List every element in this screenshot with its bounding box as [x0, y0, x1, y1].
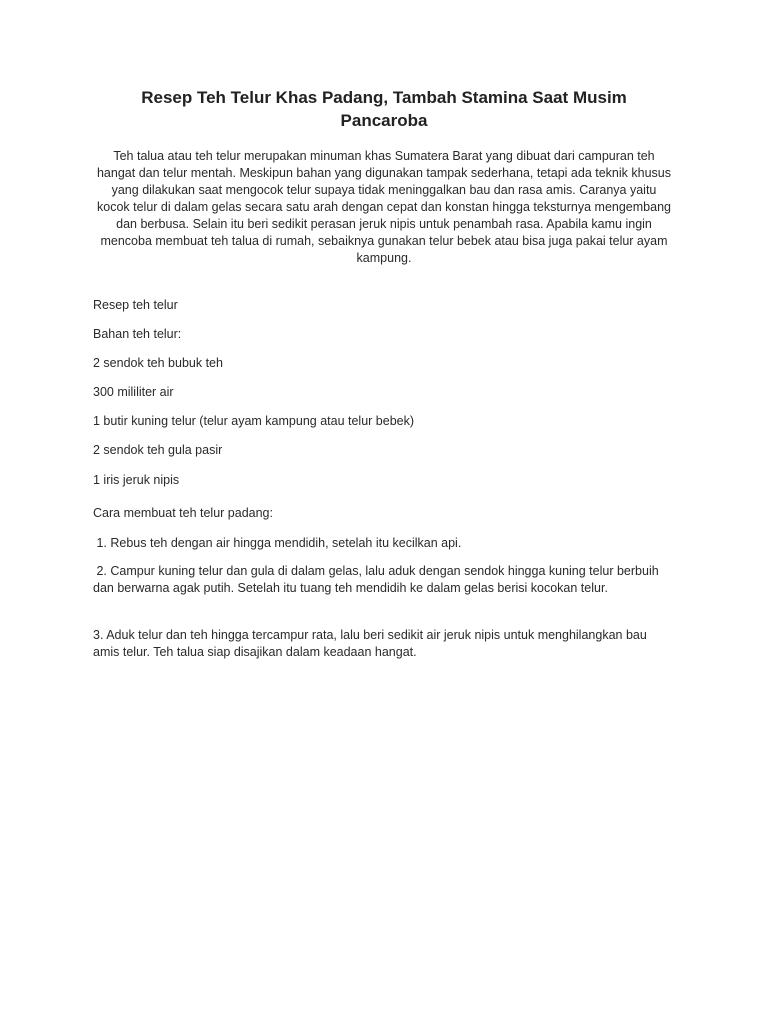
ingredient-item: 2 sendok teh gula pasir	[93, 443, 223, 457]
step-item: 3. Aduk telur dan teh hingga tercampur rata, lalu beri sedikit air jeruk nipis untuk menghilangkan bau amis telur. Teh talua siap disajikan dalam keadaan hangat.	[93, 628, 647, 659]
document-title: Resep Teh Telur Khas Padang, Tambah Stamina Saat Musim Pancaroba	[141, 88, 627, 130]
recipe-heading: Resep teh telur	[93, 298, 178, 312]
step-item: 1. Rebus teh dengan air hingga mendidih, setelah itu kecilkan api.	[93, 536, 462, 550]
step-item: 2. Campur kuning telur dan gula di dalam gelas, lalu aduk dengan sendok hingga kuning telur berbuih dan berwarna agak putih. Setelah itu tuang teh mendidih ke dalam gelas berisi kocokan telur.	[93, 564, 663, 595]
ingredient-item: 1 butir kuning telur (telur ayam kampung atau telur bebek)	[93, 414, 415, 428]
intro-paragraph: Teh talua atau teh telur merupakan minuman khas Sumatera Barat yang dibuat dari campuran teh hangat dan telur mentah. Meskipun bahan yang digunakan tampak sederhana, tetapi ada teknik khusus yang dilakukan saat mengocok telur supaya tidak meninggalkan bau dan rasa amis. Caranya yaitu kocok telur di dalam gelas secara satu arah dengan cepat dan konstan hingga teksturnya mengembang dan berbusa. Selain itu beri sedikit perasan jeruk nipis untuk penambah rasa. Apabila kamu ingin mencoba membuat teh talua di rumah, sebaiknya gunakan telur bebek atau bisa juga pakai telur ayam kampung.	[96, 149, 671, 265]
steps-heading: Cara membuat teh telur padang:	[93, 506, 273, 520]
ingredients-heading: Bahan teh telur:	[93, 327, 182, 341]
ingredient-item: 300 mililiter air	[93, 385, 174, 399]
ingredient-item: 2 sendok teh bubuk teh	[93, 356, 223, 370]
ingredient-item: 1 iris jeruk nipis	[93, 473, 180, 487]
